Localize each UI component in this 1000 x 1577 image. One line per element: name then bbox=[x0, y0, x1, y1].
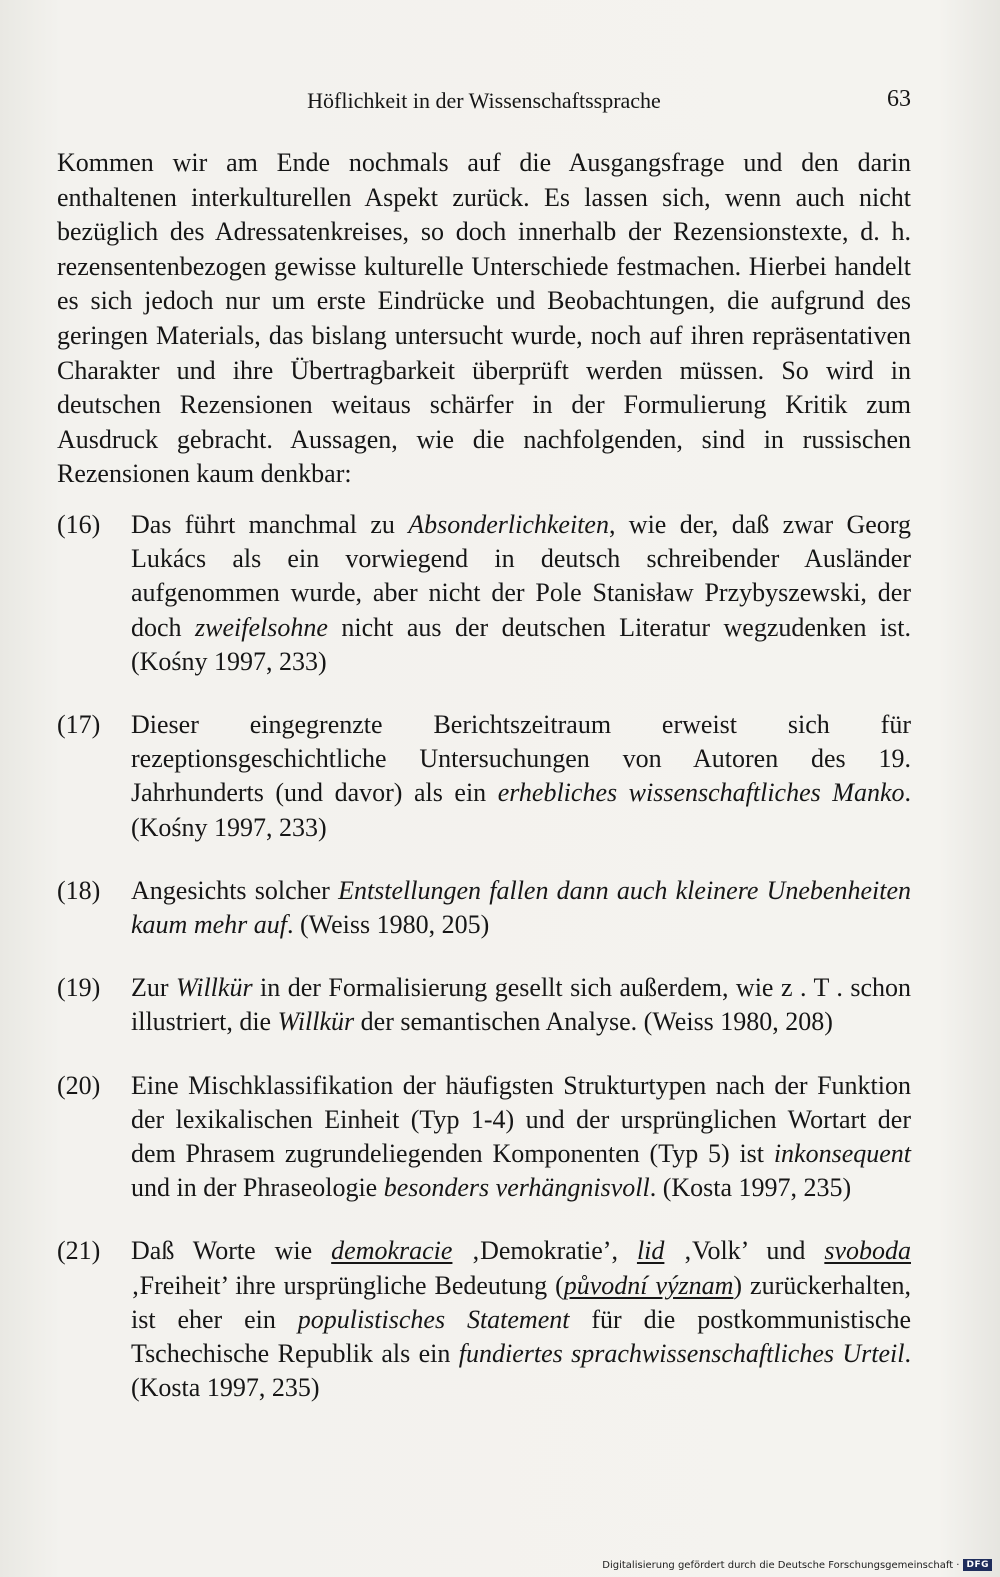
emphasized-phrase: Willkür bbox=[277, 1007, 355, 1037]
emphasized-phrase: Absonderlichkeiten bbox=[408, 510, 609, 539]
example-text-run: , wie der, daß zwar Georg Lukács als ein vorwiegend in deutsch schreibender Ausländer aufgenommen wurde, aber nicht der Pole Stanisław Przybyszewski, der doch bbox=[131, 510, 911, 642]
example-item bbox=[57, 708, 911, 845]
example-text bbox=[131, 708, 911, 845]
emphasized-phrase: erhebliches wissenschaftliches Manko bbox=[497, 778, 905, 808]
example-number: (19) bbox=[57, 973, 101, 1003]
example-text-run: für die postkommunistische Tschechische Republik als ein bbox=[131, 1304, 911, 1369]
example-item bbox=[57, 874, 911, 942]
body-paragraph: Kommen wir am Ende nochmals auf die Ausgangsfrage und den darin enthaltenen interkulturellen Aspekt zurück. Es lassen sich, wenn auch nicht bezüglich des Adressatenkreises, so doch innerhalb der Rezensionstexte, d. h. rezensentenbezogen gewisse kulturelle Unterschiede festmachen. Hierbei handelt es sich jedoch nur um erste Eindrücke und Beobachtungen, die aufgrund des geringen Materials, das bislang untersucht wurde, noch auf ihren repräsentativen Charakter und ihre Übertragbarkeit überprüft werden müssen. So wird in deutschen Rezensionen weitaus schärfer in der Formulierung Kritik zum Ausdruck gebracht. Aussagen, wie die nachfolgenden, sind in russischen Rezensionen kaum denkbar: bbox=[57, 148, 911, 489]
emphasized-phrase: besonders verhängnisvoll bbox=[383, 1173, 650, 1203]
emphasized-phrase: fundiertes sprachwissenschaftliches Urteil bbox=[458, 1339, 905, 1369]
example-number: (16) bbox=[57, 510, 101, 539]
funding-note: Digitalisierung gefördert durch die Deutsche Forschungsgemeinschaft · bbox=[602, 1559, 960, 1571]
page-header bbox=[57, 86, 911, 120]
example-text-run: Zur bbox=[131, 973, 177, 1003]
example-text-run: Das führt manchmal zu bbox=[131, 510, 409, 539]
example-text-run: . (Kośny 1997, 233) bbox=[131, 778, 911, 842]
example-text-run: . (Kosta 1997, 235) bbox=[649, 1173, 852, 1203]
cited-term: svoboda bbox=[824, 1236, 911, 1266]
example-text-run: und in der Phraseologie bbox=[131, 1173, 384, 1203]
example-text-run: Angesichts solcher bbox=[131, 875, 339, 905]
example-number: (21) bbox=[57, 1236, 101, 1266]
cited-term: demokracie bbox=[331, 1236, 453, 1266]
running-title: Höflichkeit in der Wissenschaftssprache bbox=[307, 88, 661, 113]
example-text-run: in der Formalisierung gesellt sich außerdem, wie z . T . schon illustriert, die bbox=[131, 973, 911, 1037]
cited-term-underline bbox=[331, 1236, 452, 1265]
dfg-logo: DFG bbox=[963, 1559, 992, 1571]
example-text-run: ‚Volk’ und bbox=[664, 1236, 825, 1266]
digitization-footer bbox=[602, 1559, 992, 1571]
emphasized-phrase: Willkür bbox=[176, 973, 253, 1003]
example-text-run: ‚Demokratie’, bbox=[452, 1236, 637, 1266]
example-text bbox=[131, 508, 911, 679]
example-item bbox=[57, 1234, 911, 1405]
example-text bbox=[131, 874, 911, 942]
example-text-run: Eine Mischklassifikation der häufigsten Strukturtypen nach der Funktion der lexikalischen Einheit (Typ 1-4) und der ursprünglichen Wortart der dem Phrasem zugrundeliegenden Komponenten (Typ 5) ist bbox=[131, 1070, 911, 1169]
example-number: (17) bbox=[57, 710, 101, 740]
example-item bbox=[57, 971, 911, 1039]
example-text-run: nicht aus der deutschen Literatur wegzudenken ist. (Kośny 1997, 233) bbox=[131, 612, 911, 676]
cited-term-underline bbox=[637, 1236, 664, 1265]
cited-term: lid bbox=[636, 1236, 665, 1266]
emphasized-phrase: populistisches Statement bbox=[297, 1304, 570, 1334]
example-number: (18) bbox=[57, 875, 101, 905]
example-item bbox=[57, 1069, 911, 1206]
example-list bbox=[57, 508, 911, 1434]
example-text-run: ) zurückerhalten, ist eher ein bbox=[131, 1270, 911, 1334]
example-text bbox=[131, 971, 911, 1039]
example-text-run: Daß Worte wie bbox=[131, 1236, 332, 1266]
emphasized-phrase: inkonsequent bbox=[773, 1139, 911, 1169]
emphasized-phrase: Entstellungen fallen dann auch kleinere Unebenheiten kaum mehr auf bbox=[131, 875, 912, 940]
example-text-run: . (Kosta 1997, 235) bbox=[131, 1339, 912, 1403]
example-text-run: der semantischen Analyse. (Weiss 1980, 208) bbox=[354, 1007, 833, 1037]
cited-term-underline bbox=[824, 1236, 911, 1265]
example-text bbox=[131, 1069, 911, 1206]
example-item bbox=[57, 508, 911, 679]
cited-term-underline bbox=[564, 1271, 734, 1300]
emphasized-phrase: zweifelsohne bbox=[195, 612, 328, 642]
example-number: (20) bbox=[57, 1070, 101, 1100]
example-text-run: ‚Freiheit’ ihre ursprüngliche Bedeutung ( bbox=[131, 1270, 564, 1300]
example-text-run: . (Weiss 1980, 205) bbox=[286, 910, 490, 940]
cited-term: původní význam bbox=[563, 1270, 734, 1300]
example-text bbox=[131, 1234, 911, 1405]
example-text-run: Dieser eingegrenzte Berichtszeitraum erweist sich für rezeptionsgeschichtliche Untersuchungen von Autoren des 19. Jahrhunderts (und davor) als ein bbox=[131, 710, 911, 808]
page-number: 63 bbox=[887, 86, 911, 112]
